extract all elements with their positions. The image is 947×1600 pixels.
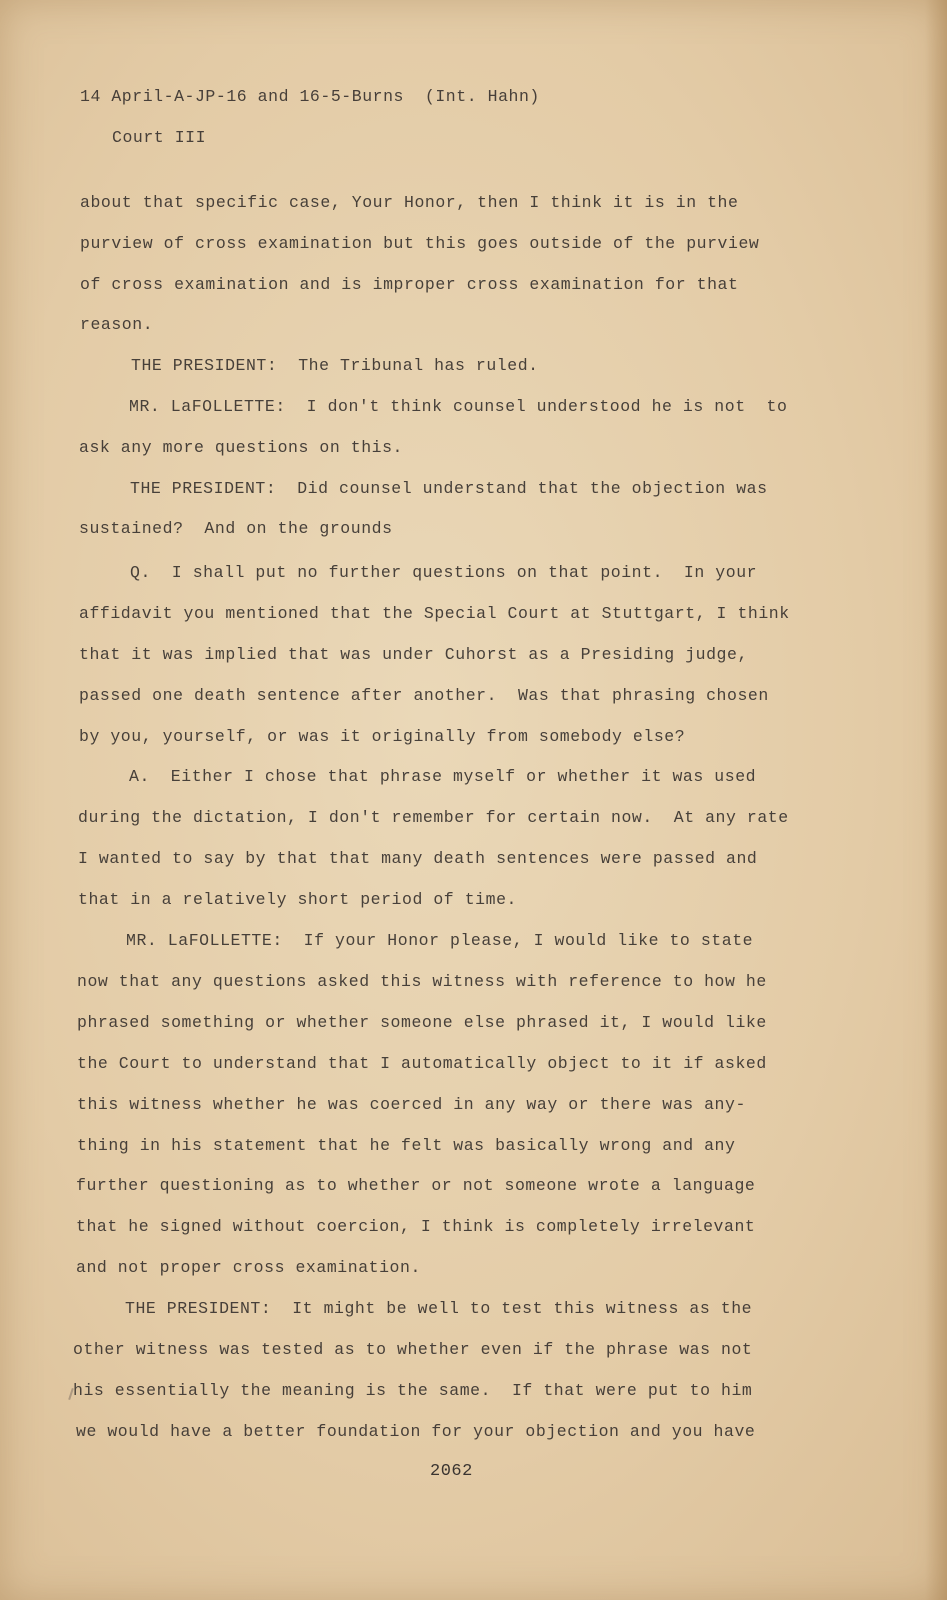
transcript-line: A. Either I chose that phrase myself or whether it was used: [129, 767, 757, 786]
transcript-line: affidavit you mentioned that the Special Court at Stuttgart, I think: [79, 604, 790, 623]
transcript-line: other witness was tested as to whether even if the phrase was not: [73, 1340, 753, 1359]
transcript-line: the Court to understand that I automatically object to it if asked: [77, 1054, 767, 1073]
transcript-line: ask any more questions on this.: [79, 438, 403, 457]
transcript-line: now that any questions asked this witness with reference to how he: [77, 972, 767, 991]
transcript-line: purview of cross examination but this goes outside of the purview: [80, 234, 760, 253]
transcript-line: during the dictation, I don't remember for certain now. At any rate: [78, 808, 789, 827]
transcript-line: MR. LaFOLLETTE: I don't think counsel understood he is not to: [129, 397, 788, 416]
transcript-line: that he signed without coercion, I think is completely irrelevant: [76, 1217, 756, 1236]
transcript-line: Q. I shall put no further questions on that point. In your: [130, 563, 758, 582]
header-line-1: 14 April-A-JP-16 and 16-5-Burns (Int. Hahn): [80, 87, 540, 106]
transcript-line: we would have a better foundation for your objection and you have: [76, 1422, 756, 1441]
transcript-line: further questioning as to whether or not someone wrote a language: [76, 1176, 756, 1195]
transcript-line: THE PRESIDENT: Did counsel understand that the objection was: [130, 479, 768, 498]
transcript-line: reason.: [80, 315, 154, 334]
transcript-line: phrased something or whether someone else phrased it, I would like: [77, 1013, 767, 1032]
transcript-line: I wanted to say by that that many death sentences were passed and: [78, 849, 758, 868]
transcript-line: that it was implied that was under Cuhorst as a Presiding judge,: [79, 645, 748, 664]
transcript-line: this witness whether he was coerced in any way or there was any-: [77, 1095, 746, 1114]
transcript-line: of cross examination and is improper cross examination for that: [80, 275, 739, 294]
transcript-line: MR. LaFOLLETTE: If your Honor please, I would like to state: [126, 931, 754, 950]
transcript-line: THE PRESIDENT: It might be well to test this witness as the: [125, 1299, 753, 1318]
transcript-line: by you, yourself, or was it originally from somebody else?: [79, 727, 686, 746]
page-edge-shadow: [925, 0, 947, 1600]
header-line-2: Court III: [112, 128, 207, 147]
transcript-line: his essentially the meaning is the same. If that were put to him: [73, 1381, 753, 1400]
transcript-line: thing in his statement that he felt was basically wrong and any: [77, 1136, 736, 1155]
transcript-line: THE PRESIDENT: The Tribunal has ruled.: [131, 356, 539, 375]
transcript-line: that in a relatively short period of time.: [78, 890, 517, 909]
transcript-line: and not proper cross examination.: [76, 1258, 421, 1277]
transcript-line: passed one death sentence after another. Was that phrasing chosen: [79, 686, 769, 705]
transcript-line: about that specific case, Your Honor, then I think it is in the: [80, 193, 739, 212]
transcript-line: sustained? And on the grounds: [79, 519, 393, 538]
page-number: 2062: [430, 1462, 473, 1481]
